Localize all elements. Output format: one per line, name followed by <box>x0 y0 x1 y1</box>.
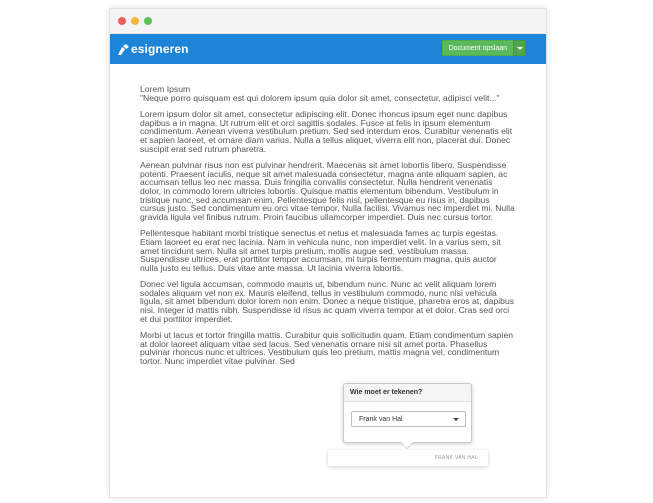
minimize-window-icon[interactable] <box>131 17 139 25</box>
maximize-window-icon[interactable] <box>144 17 152 25</box>
save-options-dropdown-button[interactable] <box>513 40 526 56</box>
document-paragraph: Morbi ut lacus et tortor fringilla mattis. Curabitur quis sollicitudin quam. Etiam condimentum sapien at dolor laoreet aliquam vitae sed lacus. Sed venenatis ornare nisi sit amet porta. Phasellus pulvinar rhoncus nunc et ultrices. Vestibulum quis leo pretium, mattis magna vel, condimentum tortor. Nunc imperdiet vitae pulvinar. Sed <box>140 330 514 367</box>
app-header <box>110 34 546 64</box>
signer-select-value: Frank van Hal <box>359 416 403 423</box>
logo-text: esigneren <box>131 41 189 56</box>
signature-field[interactable] <box>328 450 488 466</box>
signer-select[interactable] <box>351 411 466 427</box>
document-paragraph: Lorem ipsum dolor sit amet, consectetur adipiscing elit. Donec rhoncus ipsum eget nunc dapibus dapibus a in magna. Ut rutrum elit et orci sagittis sodales. Fusce at felis in ipsum elementum condimentum. Aenean viverra vestibulum pretium. Sed sed interdum eros. Curabitur venenatis elit et sapien laoreet, et ornare diam varius. Nulla a tellus aliquet, viverra elit non, placerat dui. Donec suscipit erat sed rutrum pharetra. <box>140 109 513 154</box>
save-button-group <box>442 40 526 56</box>
document-paragraph: Aenean pulvinar risus non est pulvinar hendrerit. Maecenas sit amet lobortis libero. Suspendisse potenti. Praesent iaculis, neque sit amet malesuada consectetur, magna ante aliquam sapien, ac accumsan tellus leo nec massa. Duis fringilla convallis consectetur. Nulla hendrerit venenatis dolor, in commodo lorem ultricies lobortis. Quisque mattis elementum bibendum. Vestibulum in tristique nunc, sed accumsan enim. Pellentesque felis nisl, pellentesque eu risus in, dapibus cursus justo. Sed condimentum eu orci vitae tempor. Nulla facilisi. Vivamus nec imperdiet mi. Nulla gravida ligula vel finibus rutrum. Proin faucibus ullamcorper imperdiet. Duis nec cursus tortor. <box>140 160 515 222</box>
signer-popover-heading: Wie moet er tekenen? <box>344 384 471 402</box>
close-window-icon[interactable] <box>118 17 126 25</box>
browser-window <box>109 8 547 498</box>
document-paragraph: Pellentesque habitant morbi tristique senectus et netus et malesuada fames ac turpis egestas. Etiam laoreet eu erat nec lacinia. Nam in vehicula nunc, non imperdiet velit. In a varius sem, sit amet tincidunt sem. Nulla sit amet turpis pretium, mollis augue sed, vestibulum massa. Suspendisse ultrices, erat porttitor tempor accumsan, mi turpis fermentum magna, quis auctor nulla justo eu tellus. Duis vitae ante massa. Ut lacinia viverra lobortis. <box>140 228 501 273</box>
document-subtitle: "Neque porro quisquam est qui dolorem ipsum quia dolor sit amet, consectetur, adipisci velit..." <box>140 92 500 103</box>
document-body <box>140 85 515 374</box>
save-document-button[interactable]: Document opslaan <box>442 40 513 56</box>
document-paragraph: Donec vel ligula accumsan, commodo mauris ut, bibendum nunc. Nunc ac velit aliquam lorem sodales aliquam vel non ex. Mauris eleifend, tellus in vestibulum commodo, nunc nisi vehicula ligula, sit amet bibendum dolor lorem non enim. Donec a neque tristique, pharetra eros at, dapibus nisi. Integer id mattis nibh. Suspendisse id risus ac quam viverra tempor at et dolor. Cras sed orci et dui porttitor imperdiet. <box>140 279 515 324</box>
document-title: Lorem Ipsum <box>140 84 191 94</box>
chevron-down-icon <box>453 418 459 421</box>
signature-pen-icon <box>117 43 130 56</box>
signer-popover <box>343 383 472 443</box>
esigneren-logo[interactable] <box>117 42 189 56</box>
signature-field-label: FRANK VAN HAL <box>434 455 478 461</box>
window-titlebar <box>110 9 546 34</box>
